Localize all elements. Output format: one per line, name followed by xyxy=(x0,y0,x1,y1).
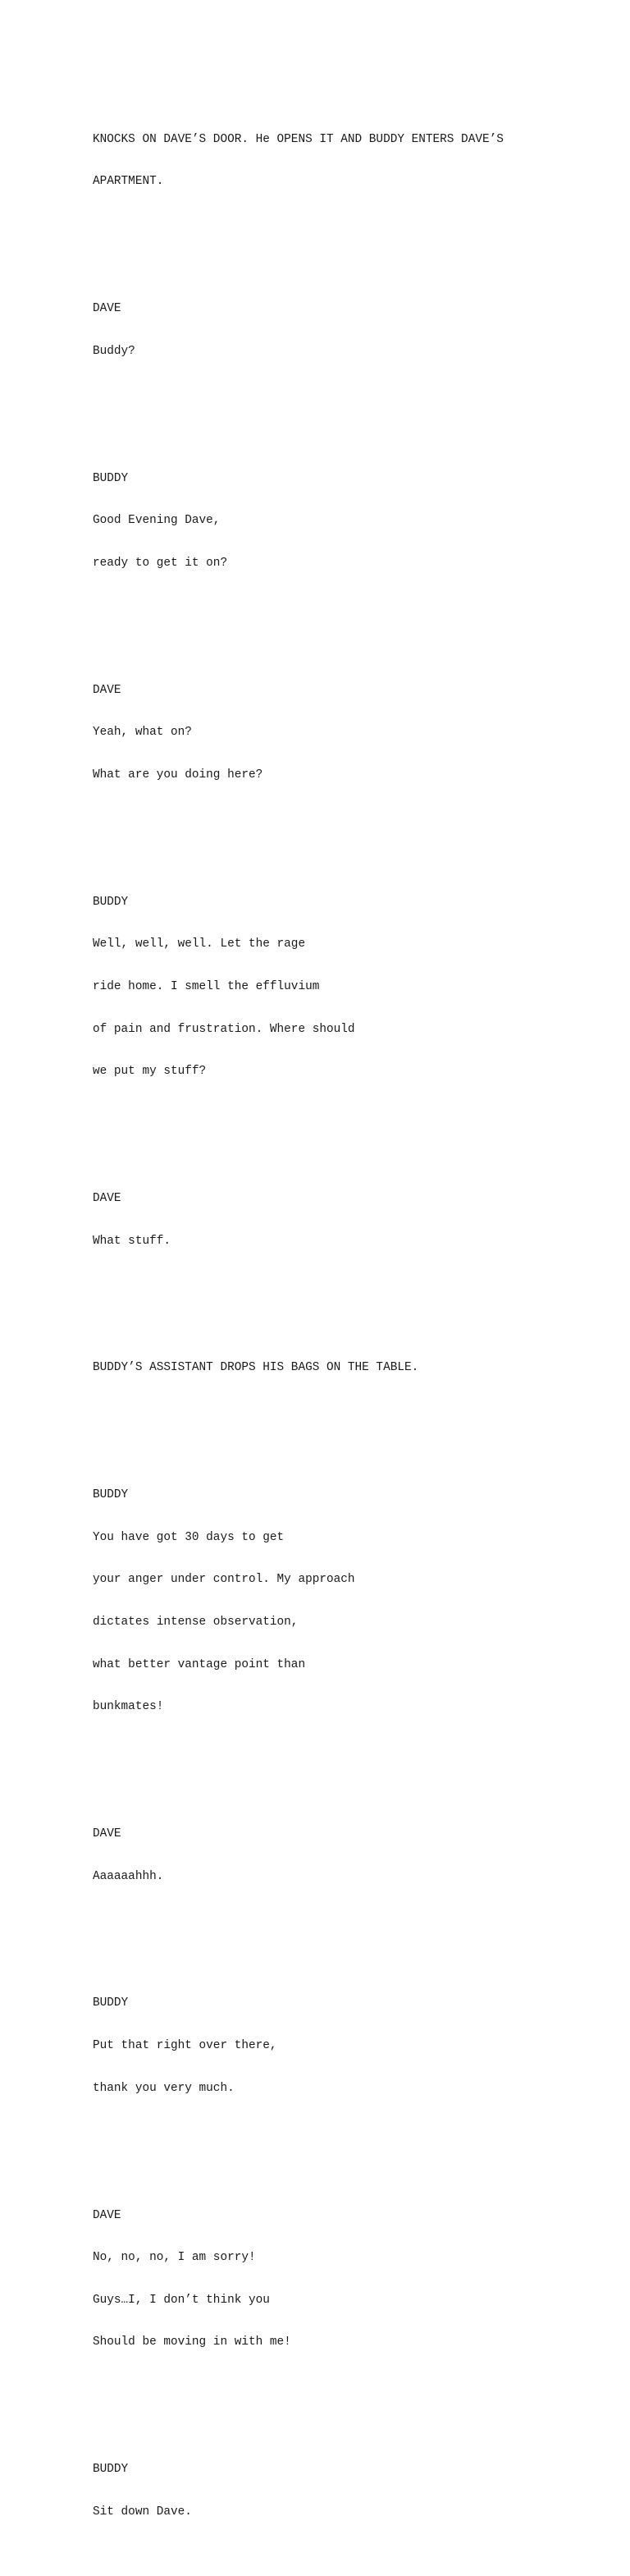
dialogue-line: what better vantage point than xyxy=(93,1657,306,1671)
dialogue-block xyxy=(93,2180,585,2378)
dialogue-line: dictates intense observation, xyxy=(93,1616,299,1629)
dialogue-line: You have got 30 days to get xyxy=(93,1530,285,1544)
dialogue-line: bunkmates! xyxy=(93,1700,164,1714)
dialogue-line: What are you doing here? xyxy=(93,768,263,782)
character-name: DAVE xyxy=(93,302,121,316)
dialogue-line: Should be moving in with me! xyxy=(93,2335,291,2349)
dialogue-block xyxy=(93,1799,585,1913)
script-page xyxy=(93,76,585,2576)
dialogue-block xyxy=(93,867,585,1107)
dialogue-line: ready to get it on? xyxy=(93,556,228,570)
dialogue-line: of pain and frustration. Where should xyxy=(93,1022,355,1036)
dialogue-line: thank you very much. xyxy=(93,2081,235,2095)
character-name: DAVE xyxy=(93,1827,121,1841)
action-block xyxy=(93,1333,585,1404)
dialogue-block xyxy=(93,1164,585,1277)
character-name: BUDDY xyxy=(93,1488,129,1502)
dialogue-line: Aaaaaahhh. xyxy=(93,1869,164,1883)
action-line: BUDDY’S ASSISTANT DROPS HIS BAGS ON THE TABLE. xyxy=(93,1361,419,1375)
character-name: BUDDY xyxy=(93,471,129,485)
character-name: DAVE xyxy=(93,1191,121,1205)
dialogue-block xyxy=(93,443,585,598)
dialogue-line: Well, well, well. Let the rage xyxy=(93,937,306,951)
character-name: BUDDY xyxy=(93,1996,129,2010)
action-block xyxy=(93,104,585,218)
dialogue-line: No, no, no, I am sorry! xyxy=(93,2251,256,2265)
character-name: DAVE xyxy=(93,2208,121,2222)
dialogue-line: your anger under control. My approach xyxy=(93,1573,355,1587)
dialogue-block xyxy=(93,655,585,810)
dialogue-block xyxy=(93,274,585,387)
action-line: APARTMENT. xyxy=(93,175,164,189)
action-line: KNOCKS ON DAVE’S DOOR. He OPENS IT AND BUDDY ENTERS DAVE’S xyxy=(93,132,504,146)
dialogue-block xyxy=(93,1460,585,1743)
dialogue-line: ride home. I smell the effluvium xyxy=(93,979,320,993)
dialogue-line: Put that right over there, xyxy=(93,2039,277,2053)
character-name: BUDDY xyxy=(93,2463,129,2477)
dialogue-line: we put my stuff? xyxy=(93,1065,207,1079)
dialogue-line: Buddy? xyxy=(93,344,135,358)
dialogue-line: What stuff. xyxy=(93,1234,171,1248)
dialogue-block xyxy=(93,1969,585,2124)
dialogue-line: Sit down Dave. xyxy=(93,2505,192,2519)
dialogue-line: Yeah, what on? xyxy=(93,726,192,740)
dialogue-block xyxy=(93,2435,585,2548)
character-name: BUDDY xyxy=(93,895,129,909)
dialogue-line: Guys…I, I don’t think you xyxy=(93,2293,270,2307)
dialogue-line: Good Evening Dave, xyxy=(93,514,221,528)
character-name: DAVE xyxy=(93,683,121,697)
